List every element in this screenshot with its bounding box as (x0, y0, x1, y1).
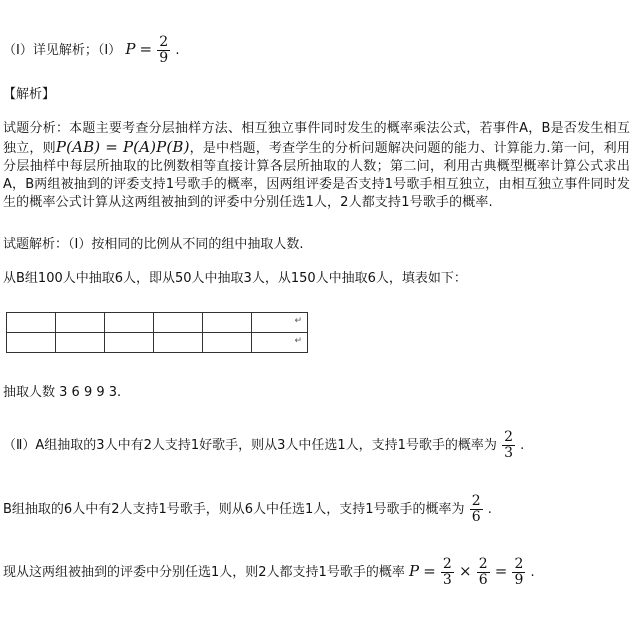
part2-c-period: . (530, 565, 535, 580)
answer-fraction (157, 35, 170, 66)
answer-p-variable: P (125, 40, 136, 58)
table-row (7, 333, 308, 353)
part2-a-fraction (502, 430, 515, 461)
part2-c-equals: = (423, 562, 436, 580)
part2-c-line (3, 557, 535, 588)
part2-b-fraction (470, 494, 483, 525)
table-cell (7, 333, 56, 353)
fraction-numerator: 2 (442, 556, 452, 572)
analysis-paragraph (3, 120, 630, 212)
paragraph-mark-icon: ↵ (294, 336, 302, 346)
part2-c-p-variable: P (408, 562, 420, 580)
part2-b-period: . (487, 502, 492, 517)
solution-intro: 试题解析：（Ⅰ）按相同的比例从不同的组中抽取人数. (3, 237, 304, 252)
fraction-numerator: 2 (514, 556, 524, 572)
part2-c-fraction-3 (512, 557, 525, 588)
fraction-denominator: 6 (471, 509, 481, 525)
part2-a-text: （Ⅱ）A组抽取的3人中有2人支持1好歌手，则从3人中任选1人，支持1号歌手的概率为 (3, 438, 497, 453)
table-cell (203, 313, 252, 333)
part2-b-line (3, 494, 492, 525)
part2-c-times: × (458, 562, 472, 580)
fraction-numerator: 2 (159, 34, 169, 50)
answer-period: . (175, 43, 180, 58)
table-cell (154, 313, 203, 333)
part2-a-line (3, 430, 524, 461)
fraction-numerator: 2 (478, 556, 488, 572)
table-cell (7, 313, 56, 333)
fraction-numerator: 2 (471, 493, 481, 509)
table-cell (56, 313, 105, 333)
sampling-text: 从B组100人中抽取6人，即从50人中抽取3人，从150人中抽取6人，填表如下： (3, 271, 467, 286)
table-cell (56, 333, 105, 353)
answer-line (3, 35, 179, 66)
analysis-lead: 试题分析：本题主要考查分层抽样方法、相互独立事件同时发生的概率乘法公式，若事件A，B是否发生相互独立，则 (3, 121, 630, 156)
paragraph-mark-icon: ↵ (294, 316, 302, 326)
part2-c-equals-2: = (494, 562, 508, 580)
section-heading: 【解析】 (3, 87, 56, 102)
part2-b-text: B组抽取的6人中有2人支持1号歌手，则从6人中任选1人，支持1号歌手的概率为 (3, 502, 465, 517)
table-row (7, 313, 308, 333)
analysis-tail: ，是中档题，考查学生的分析问题解决问题的能力、计算能力.第一问，利用分层抽样中每层所抽取的比例数相等直接计算各层所抽取的人数；第二问，利用古典概型概率计算公式求出A，B两组被抽到的评委支持1号歌手的概率，因两组评委是否支持1号歌手相互独立，由相互独立事件同时发生的概率公式计算从这两组被抽到的评委中分别任选1人，2人都支持1号歌手的概率. (3, 141, 630, 210)
fraction-denominator: 9 (514, 572, 524, 588)
fraction-denominator: 9 (159, 50, 169, 66)
answer-equals: = (139, 40, 153, 58)
fraction-denominator: 3 (442, 572, 452, 588)
part2-c-fraction-2 (477, 557, 490, 588)
table-cell (252, 313, 308, 333)
part2-c-text: 现从这两组被抽到的评委中分别任选1人，则2人都支持1号歌手的概率 (3, 565, 405, 580)
table-cell (105, 333, 154, 353)
fraction-denominator: 3 (504, 445, 513, 461)
part2-c-fraction-1 (441, 557, 454, 588)
counts-text: 抽取人数 3 6 9 9 3. (3, 385, 122, 400)
sampling-table (6, 312, 308, 353)
part2-a-period: . (520, 438, 525, 453)
table-cell (154, 333, 203, 353)
fraction-denominator: 6 (478, 572, 488, 588)
table-cell (203, 333, 252, 353)
table-cell (252, 333, 308, 353)
table-cell (105, 313, 154, 333)
answer-text: （Ⅰ）详见解析；（Ⅰ） (3, 43, 122, 58)
analysis-formula: P(AB) = P(A)P(B) (55, 138, 190, 156)
fraction-numerator: 2 (504, 429, 513, 445)
